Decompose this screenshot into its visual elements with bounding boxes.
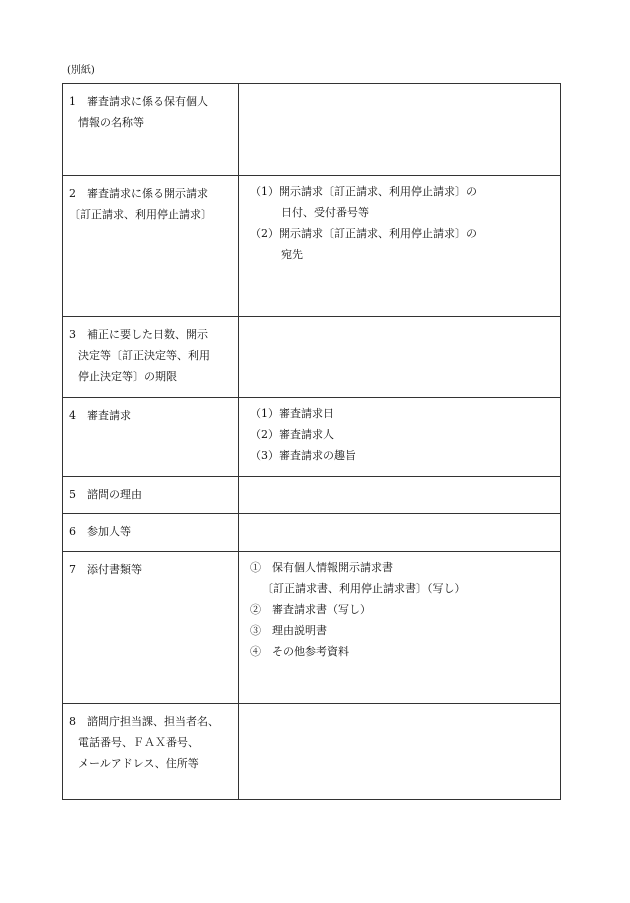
row-label-line: 5 諮問の理由 — [69, 488, 142, 501]
content-line: ② 審査請求書（写し） — [250, 603, 371, 616]
row-label-cell — [63, 514, 239, 552]
row-label-line: 3 補正に要した日数、開示 — [69, 328, 208, 341]
table-row — [63, 84, 561, 176]
row-content-cell[interactable] — [239, 84, 561, 176]
row-label-line: 6 参加人等 — [69, 525, 131, 538]
row-content-cell[interactable] — [239, 398, 561, 477]
content-line: ① 保有個人情報開示請求書 — [250, 561, 393, 574]
content-line: ④ その他参考資料 — [250, 645, 349, 658]
row-label-line: 決定等〔訂正決定等、利用 — [78, 349, 210, 362]
consultation-form-table — [62, 83, 561, 800]
content-line: ③ 理由説明書 — [250, 624, 327, 637]
row-content-cell[interactable] — [239, 514, 561, 552]
table-row — [63, 176, 561, 317]
row-label-line: 1 審査請求に係る保有個人 — [69, 95, 208, 108]
row-content-cell[interactable] — [239, 176, 561, 317]
content-line: 日付、受付番号等 — [281, 206, 369, 219]
row-label-line: 停止決定等〕の期限 — [78, 370, 177, 383]
row-label-cell — [63, 704, 239, 800]
row-content-cell[interactable] — [239, 552, 561, 704]
row-label-line: 〔訂正請求、利用停止請求〕 — [69, 208, 212, 221]
row-label-line: 2 審査請求に係る開示請求 — [69, 187, 208, 200]
content-line: （2）審査請求人 — [250, 428, 334, 441]
row-label-cell — [63, 477, 239, 514]
row-label-line: メールアドレス、住所等 — [78, 757, 199, 770]
content-line: （1）審査請求日 — [250, 407, 334, 420]
row-label-cell — [63, 398, 239, 477]
content-line: 宛先 — [281, 248, 303, 261]
table-row — [63, 398, 561, 477]
row-label-cell — [63, 176, 239, 317]
row-content-cell[interactable] — [239, 704, 561, 800]
table-row — [63, 514, 561, 552]
attachment-label: (別紙) — [67, 65, 95, 76]
row-content-cell[interactable] — [239, 477, 561, 514]
table-row — [63, 317, 561, 398]
content-line: （3）審査請求の趣旨 — [250, 449, 356, 462]
row-label-cell — [63, 317, 239, 398]
row-label-line: 4 審査請求 — [69, 409, 131, 422]
content-line: 〔訂正請求書、利用停止請求書〕（写し） — [262, 582, 466, 595]
table-row — [63, 552, 561, 704]
row-label-cell — [63, 84, 239, 176]
row-label-line: 8 諮問庁担当課、担当者名、 — [69, 715, 219, 728]
row-content-cell[interactable] — [239, 317, 561, 398]
content-line: （2）開示請求〔訂正請求、利用停止請求〕の — [250, 227, 477, 240]
table-row — [63, 704, 561, 800]
table-row — [63, 477, 561, 514]
row-label-line: 情報の名称等 — [78, 116, 144, 129]
content-line: （1）開示請求〔訂正請求、利用停止請求〕の — [250, 185, 477, 198]
row-label-line: 電話番号、ＦＡＸ番号、 — [78, 736, 199, 749]
row-label-cell — [63, 552, 239, 704]
row-label-line: 7 添付書類等 — [69, 563, 142, 576]
